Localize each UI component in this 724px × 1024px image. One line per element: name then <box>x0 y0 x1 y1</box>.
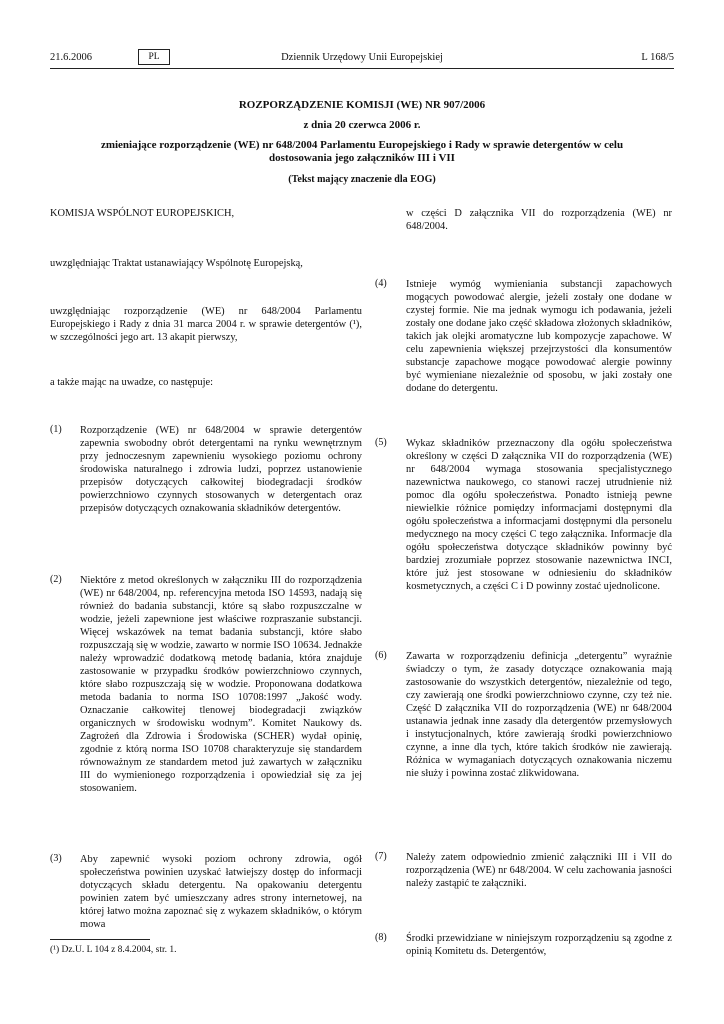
recital-6: Zawarta w rozporządzeniu definicja „detergentu” wyraźnie świadczy o tym, że zasady dotyczące oznakowania mają zastosowanie do wszystkich detergentów, niezależnie od tego, czy zawierają one środki powierzchniowo czynne, czy też nie. Część D załącznika VII do rozporządzenia (WE) nr 648/2004 ustanawia jednak inne zasady dla detergentów przemysłowych i instytucjonalnych, które zawierają środki powierzchniowo czynne, a inne dla tych, które takich środków nie zawierają. Różnica w wymaganiach dotyczących oznakowania niczemu nie służy i powinna zostać zlikwidowana. <box>406 651 672 779</box>
recital-7: Należy zatem odpowiednio zmienić załączniki III i VII do rozporządzenia (WE) nr 648/2004. W celu zachowania jasności należy zastąpić te załączniki. <box>406 852 672 889</box>
recital-number: (8) <box>375 932 387 943</box>
recital-3-continued: w części D załącznika VII do rozporządzenia (WE) nr 648/2004. <box>406 208 672 232</box>
recital-2: Niektóre z metod określonych w załączniku III do rozporządzenia (WE) nr 648/2004, np. referencyjna metoda ISO 14593, nadają się również do badania substancji, które są słabo rozpuszczalne w wodzie, jeżeli zapewnione jest właściwe rozpraszanie substancji. Więcej wskazówek na temat badania substancji, które słabo rozpuszczają się w wodzie, zawarto w normie ISO 10634. Jednakże należy wprowadzić dodatkową metodę badania, która znajduje zastosowanie w przypadku środków powierzchniowo czynnych, które słabo rozpuszczają się w wodzie. Proponowana dodatkowa metoda badania to norma ISO 10708:1997 „Jakość wody. Oznaczanie całkowitej tlenowej biodegradacji związków organicznych w środowisku wodnym”. Komitet Naukowy ds. Zagrożeń dla Zdrowia i Środowiska (SCHER) wydał opinię, zgodnie z którą norma ISO 10708 charakteryzuje się standardem równoważnym ze standardem metod już zawartych w załączniku III do wymienionego rozporządzenia i opowiedział się za jej stosowaniem. <box>80 575 362 794</box>
recital-number: (1) <box>50 424 62 435</box>
journal-title: Dziennik Urzędowy Unii Europejskiej <box>281 52 443 63</box>
recital-number: (4) <box>375 278 387 289</box>
regulation-recital: uwzględniając rozporządzenie (WE) nr 648/2004 Parlamentu Europejskiego i Rady z dnia 31 marca 2004 r. w sprawie detergentów (¹), w szczególności jego art. 13 akapit pierwszy, <box>50 306 362 343</box>
recital-number: (6) <box>375 650 387 661</box>
recital-number: (7) <box>375 851 387 862</box>
page-number: L 168/5 <box>641 52 674 63</box>
recital-number: (3) <box>50 853 62 864</box>
header-divider <box>50 68 674 69</box>
regulation-subject: zmieniające rozporządzenie (WE) nr 648/2004 Parlamentu Europejskiego i Rady w sprawie detergentów w celu dostosowania jego załączników III i VII <box>100 139 624 164</box>
eea-relevance: (Tekst mający znaczenie dla EOG) <box>288 174 436 185</box>
recital-1: Rozporządzenie (WE) nr 648/2004 w sprawie detergentów zapewnia swobodny obrót detergentami na rynku wewnętrznym przy jednoczesnym zapewnieniu wysokiego poziomu ochrony środowiska naturalnego i zdrowia ludzi, poprzez ustanowienie przepisów dotyczących całkowitej biodegradacji środków powierzchniowo czynnych stosowanych w detergentach oraz przepisów dotyczących oznakowania składników detergentów. <box>80 425 362 514</box>
recital-4: Istnieje wymóg wymieniania substancji zapachowych mogących powodować alergie, jeżeli zostały one dodane w czystej formie. Nie ma jednak wymogu ich podawania, jeżeli zostały one dodane jako część składowa złożonych składników, takich jak olejki aromatyczne lub kompozycje zapachowe. W celu zapewnienia większej przejrzystości dla konsumentów substancje zapachowe mogące powodować alergie powinny być wymieniane niezależnie od sposobu, w jaki zostały one dodane do detergentu. <box>406 279 672 394</box>
recital-3: Aby zapewnić wysoki poziom ochrony zdrowia, ogół społeczeństwa powinien uzyskać łatwiejszy dostęp do informacji dotyczących składu detergentu. Na opakowaniu detergentu powinien zatem być umieszczany adres strony internetowej, na której łatwo można zapoznać się z wykazem składników, o którym mowa <box>80 854 362 930</box>
footnote: (¹) Dz.U. L 104 z 8.4.2004, str. 1. <box>50 945 177 955</box>
treaty-recital: uwzględniając Traktat ustanawiający Wspólnotę Europejską, <box>50 258 303 269</box>
regulation-title: ROZPORZĄDZENIE KOMISJI (WE) NR 907/2006 <box>238 99 486 111</box>
language-badge: PL <box>138 49 170 65</box>
recital-8: Środki przewidziane w niniejszym rozporządzeniu są zgodne z opinią Komitetu ds. Detergentów, <box>406 933 672 957</box>
recital-number: (5) <box>375 437 387 448</box>
header-date: 21.6.2006 <box>50 52 92 63</box>
recital-5: Wykaz składników przeznaczony dla ogółu społeczeństwa określony w części D załącznika VII do rozporządzenia (WE) nr 648/2004 wymaga stosowania specjalistycznego nazewnictwa naukowego, co stanowi raczej utrudnienie niż pomoc dla ogółu społeczeństwa. Ponadto istnieją pewne niewielkie różnice pomiędzy informacjami dostępnymi dla ogółu społeczeństwa a informacjami dostępnymi dla personelu medycznego na mocy części C tego załącznika. Informacje dla ogółu społeczeństwa dotyczące składników powinny być bardziej zrozumiałe poprzez stosowanie nazewnictwa INCI, które już jest stosowane w odniesieniu do składników kosmetycznych, a części C i D powinny zostać ujednolicone. <box>406 438 672 592</box>
regulation-date: z dnia 20 czerwca 2006 r. <box>303 119 421 131</box>
footnote-divider <box>50 939 150 940</box>
recital-number: (2) <box>50 574 62 585</box>
whereas-line: a także mając na uwadze, co następuje: <box>50 377 213 388</box>
commission-line: KOMISJA WSPÓLNOT EUROPEJSKICH, <box>50 208 235 219</box>
